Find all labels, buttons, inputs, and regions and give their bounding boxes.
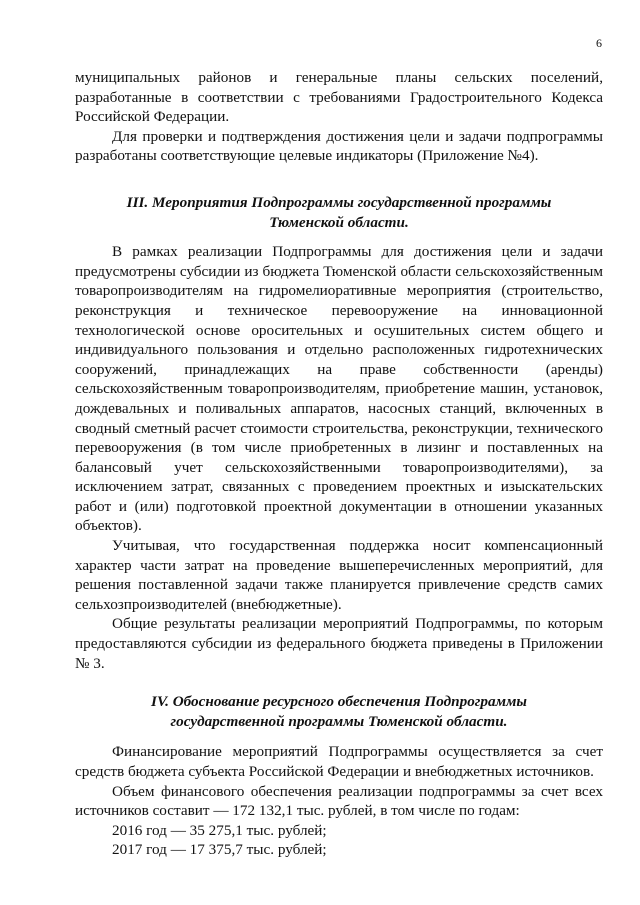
paragraph-results: Общие результаты реализации мероприятий Подпрограммы, по которым предоставляются субсидии из федерального бюджета приведены в Приложении № 3. xyxy=(75,615,603,672)
funding-year-2016: 2016 год — 35 275,1 тыс. рублей; xyxy=(112,821,327,839)
paragraph-financing: Финансирование мероприятий Подпрограммы осуществляется за счет средств бюджета субъекта Российской Федерации и внебюджетных источников. xyxy=(75,743,603,780)
section-4-heading xyxy=(75,692,603,731)
section-3-heading xyxy=(75,193,603,232)
paragraph-funding-volume: Объем финансового обеспечения реализации подпрограммы за счет всех источников составит — 172 132,1 тыс. рублей, в том числе по годам: xyxy=(75,782,603,820)
paragraph-target-indicators: Для проверки и подтверждения достижения цели и задачи подпрограммы разработаны соответствующие целевые индикаторы (Приложение №4). xyxy=(75,127,603,165)
funding-year-2017: 2017 год — 17 375,7 тыс. рублей; xyxy=(112,841,327,859)
paragraph-compensation: Учитывая, что государственная поддержка носит компенсационный характер части затрат на проведение вышеперечисленных мероприятий, для решения поставленной задачи также планируется привлечение средств самих сельхозпроизводителей (внебюджетные). xyxy=(75,537,603,613)
paragraph-subsidies: В рамках реализации Подпрограммы для достижения цели и задачи предусмотрены субсидии из бюджета Тюменской области сельскохозяйственным товаропроизводителям на гидромелиоративные мероприятия (строительство, реконструкция и техническое перевооружение на инновационной технологической основе оросительных и осушительных систем общего и индивидуального пользования и отдельно расположенных гидротехнических сооружений, принадлежащих на праве собственности (аренды) сельскохозяйственным товаропроизводителям, приобретение машин, установок, дождевальных и поливальных аппаратов, насосных станций, включенных в сводный сметный расчет стоимости строительства, реконструкции, технического перевооружения (в том числе приобретенных в лизинг и поставленных на балансовый учет сельскохозяйственными товаропроизводителями), за исключением затрат, связанных с проведением проектных и изыскательских работ и (или) подготовкой проектной документации в отношении указанных объектов). xyxy=(75,243,603,535)
section-3-heading-line-1: III. Мероприятия Подпрограммы государственной программы xyxy=(126,193,552,211)
paragraph-settlement-plans: муниципальных районов и генеральные планы сельских поселений, разработанные в соответствии с требованиями Градостроительного Кодекса Российской Федерации. xyxy=(75,69,603,126)
section-4-heading-line-1: IV. Обоснование ресурсного обеспечения Подпрограммы xyxy=(151,693,527,711)
section-3-heading-line-2: Тюменской области. xyxy=(269,213,409,231)
document-body xyxy=(75,68,603,860)
section-4-heading-line-2: государственной программы Тюменской области. xyxy=(170,712,508,730)
page-number: 6 xyxy=(596,36,602,50)
